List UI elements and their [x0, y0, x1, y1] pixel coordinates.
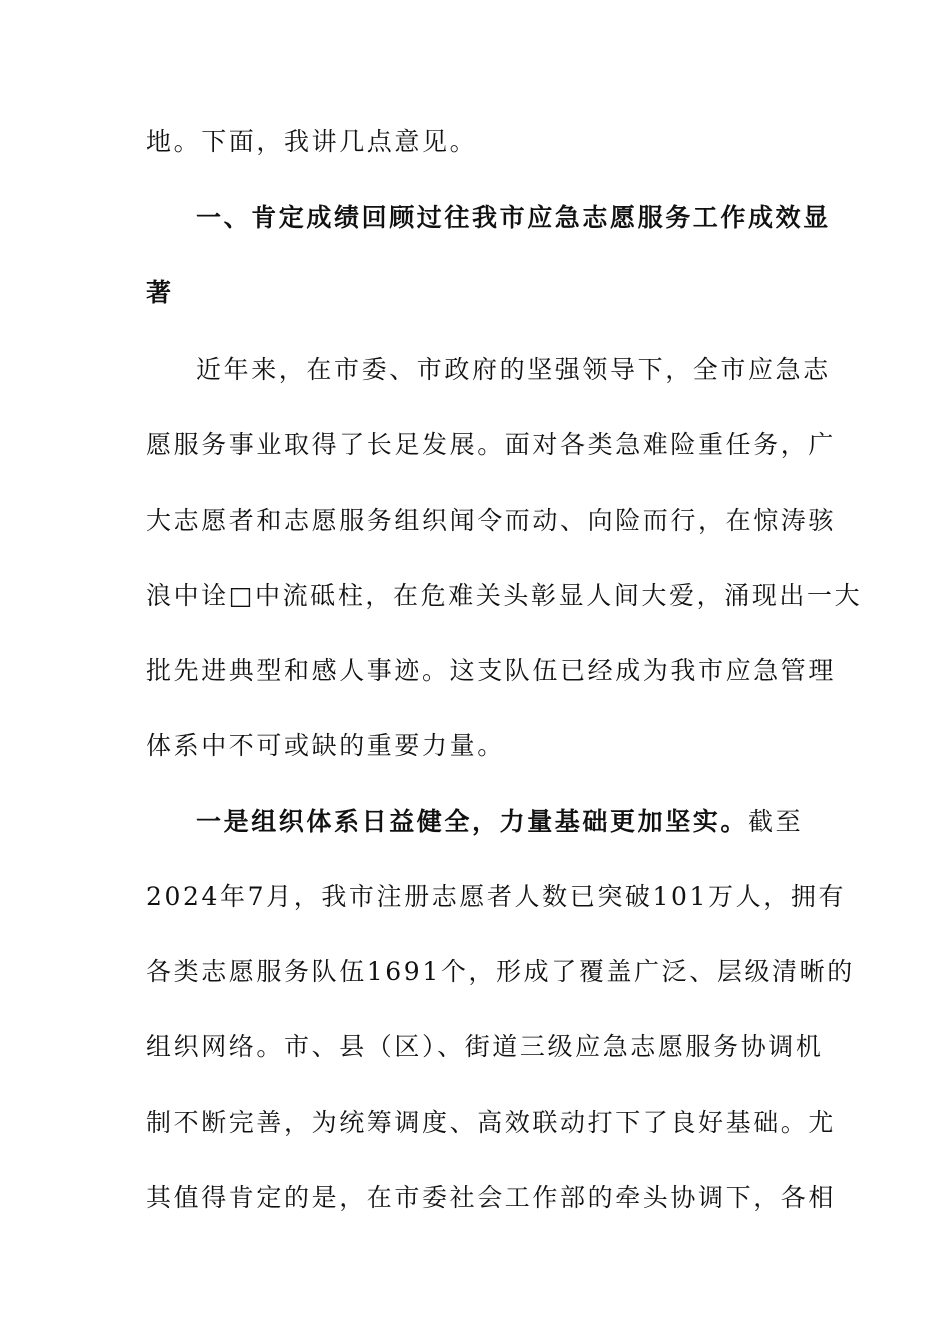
paragraph-line: 浪中诠□中流砥柱，在危难关头彰显人间大爱，涌现出一大 — [146, 581, 863, 610]
section-heading-line: 著 — [146, 278, 174, 307]
paragraph-line: 批先进典型和感人事迹。这支队伍已经成为我市应急管理 — [146, 656, 837, 685]
paragraph-text: 截至 — [748, 807, 804, 836]
section-heading-line: 一、肯定成绩回顾过往我市应急志愿服务工作成效显 — [196, 203, 831, 232]
paragraph-line: 体系中不可或缺的重要力量。 — [146, 731, 505, 760]
paragraph-line: 组织网络。市、县（区）、街道三级应急志愿服务协调机 — [146, 1032, 824, 1061]
paragraph-line: 近年来，在市委、市政府的坚强领导下，全市应急志 — [196, 355, 831, 384]
paragraph-line: 愿服务事业取得了长足发展。面对各类急难险重任务，广 — [146, 430, 837, 459]
paragraph-line: 其值得肯定的是，在市委社会工作部的牵头协调下，各相 — [146, 1183, 837, 1212]
paragraph-line: 大志愿者和志愿服务组织闻令而动、向险而行，在惊涛骇 — [146, 506, 837, 535]
bold-lead-sentence: 一是组织体系日益健全，力量基础更加坚实。 — [196, 807, 749, 836]
paragraph-line: 各类志愿服务队伍1691个，形成了覆盖广泛、层级清晰的 — [146, 957, 855, 986]
paragraph-line: 制不断完善，为统筹调度、高效联动打下了良好基础。尤 — [146, 1108, 837, 1137]
paragraph-line — [196, 807, 803, 837]
paragraph-line: 地。下面，我讲几点意见。 — [146, 127, 478, 156]
paragraph-line: 2024年7月，我市注册志愿者人数已突破101万人，拥有 — [146, 882, 847, 911]
